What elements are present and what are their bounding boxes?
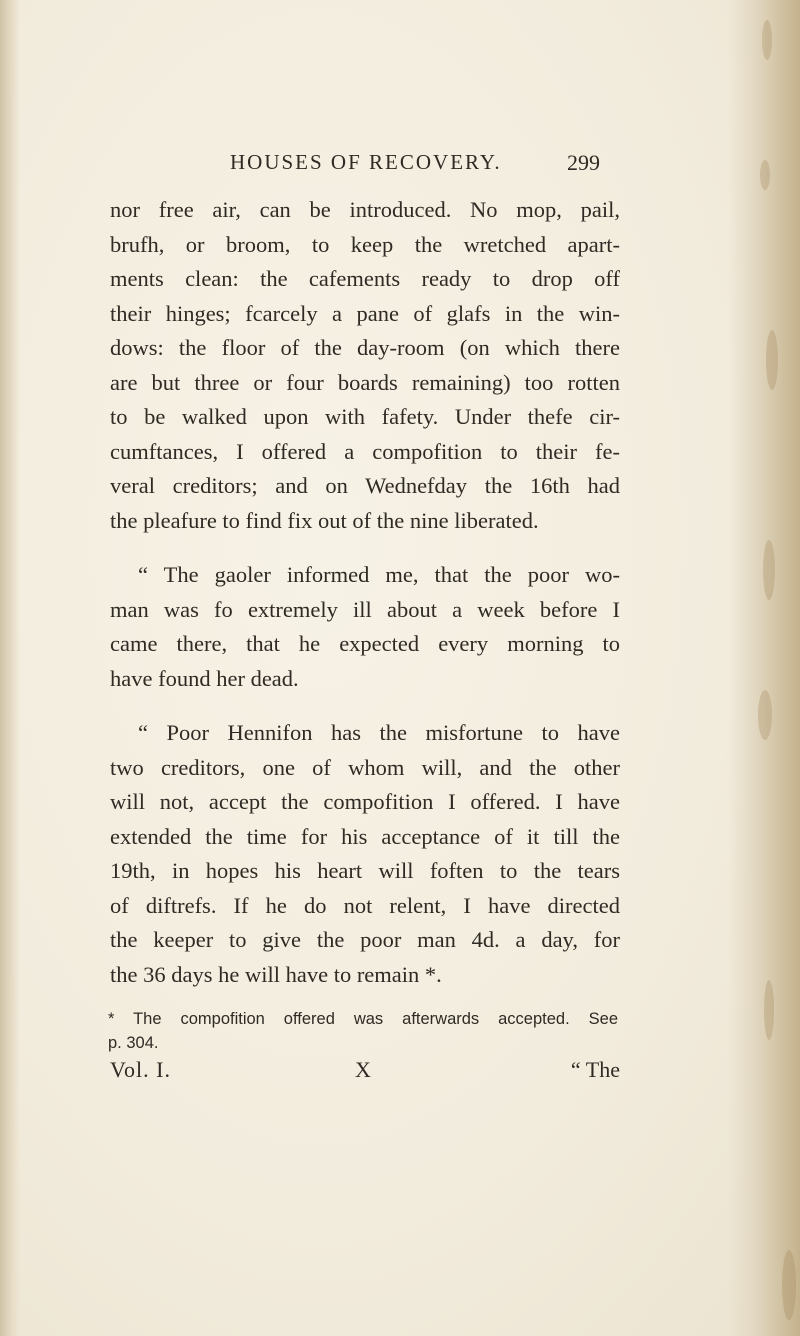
text-line: are but three or four boards remaining) too rotten [110,369,620,395]
page-left-edge [0,0,20,1336]
foxing-stain [766,330,778,390]
footnote-line: * The compofition offered was afterwards accepted. See [108,1010,618,1028]
text-line: cumftances, I offered a compofition to their fe- [110,438,620,464]
running-header [230,150,600,180]
footnote-line: p. 304. [108,1034,159,1052]
foxing-stain [782,1250,796,1320]
text-line: the pleafure to find fix out of the nine liberated. [110,507,539,533]
volume-mark: Vol. I. [110,1057,171,1082]
foxing-stain [763,540,775,600]
text-line: man was fo extremely ill about a week before I [110,596,620,622]
text-line: “ The gaoler informed me, that the poor wo- [138,562,620,587]
running-title: HOUSES OF RECOVERY. [230,150,502,174]
page-number: 299 [567,150,600,175]
footnote [108,1007,618,1055]
text-line: came there, that he expected every morning to [110,631,620,656]
text-line: to be walked upon with fafety. Under thefe cir- [110,404,620,429]
body-text [110,193,620,992]
page-footer [110,1057,620,1089]
paragraph-gap [110,696,620,716]
text-line: the keeper to give the poor man 4d. a day, for [110,927,620,952]
paragraph [110,193,620,538]
text-line: brufh, or broom, to keep the wretched apart- [110,231,620,257]
text-line: have found her dead. [110,665,299,691]
text-line: the 36 days he will have to remain *. [110,961,442,987]
paragraph [110,716,620,992]
foxing-stain [762,20,772,60]
paragraph-gap [110,538,620,558]
text-line: ments clean: the cafements ready to drop off [110,266,620,291]
text-line: two creditors, one of whom will, and the other [110,754,620,780]
foxing-stain [760,160,770,190]
text-line: of diftrefs. If he do not relent, I have directed [110,892,620,918]
foxing-stain [758,690,772,740]
page-right-edge-foxing [728,0,800,1336]
text-line: nor free air, can be introduced. No mop, pail, [110,197,620,222]
text-line: dows: the floor of the day-room (on which there [110,335,620,360]
text-line: veral creditors; and on Wednefday the 16th had [110,473,620,498]
foxing-stain [764,980,774,1040]
paragraph [110,558,620,696]
text-line: extended the time for his acceptance of it till the [110,823,620,849]
text-line: their hinges; fcarcely a pane of glafs in the win- [110,300,620,326]
signature-mark: X [355,1057,371,1082]
catchword: “ The [570,1057,620,1082]
text-line: 19th, in hopes his heart will foften to the tears [110,858,620,883]
text-line: “ Poor Hennifon has the misfortune to have [138,720,620,745]
text-line: will not, accept the compofition I offered. I have [110,789,620,814]
